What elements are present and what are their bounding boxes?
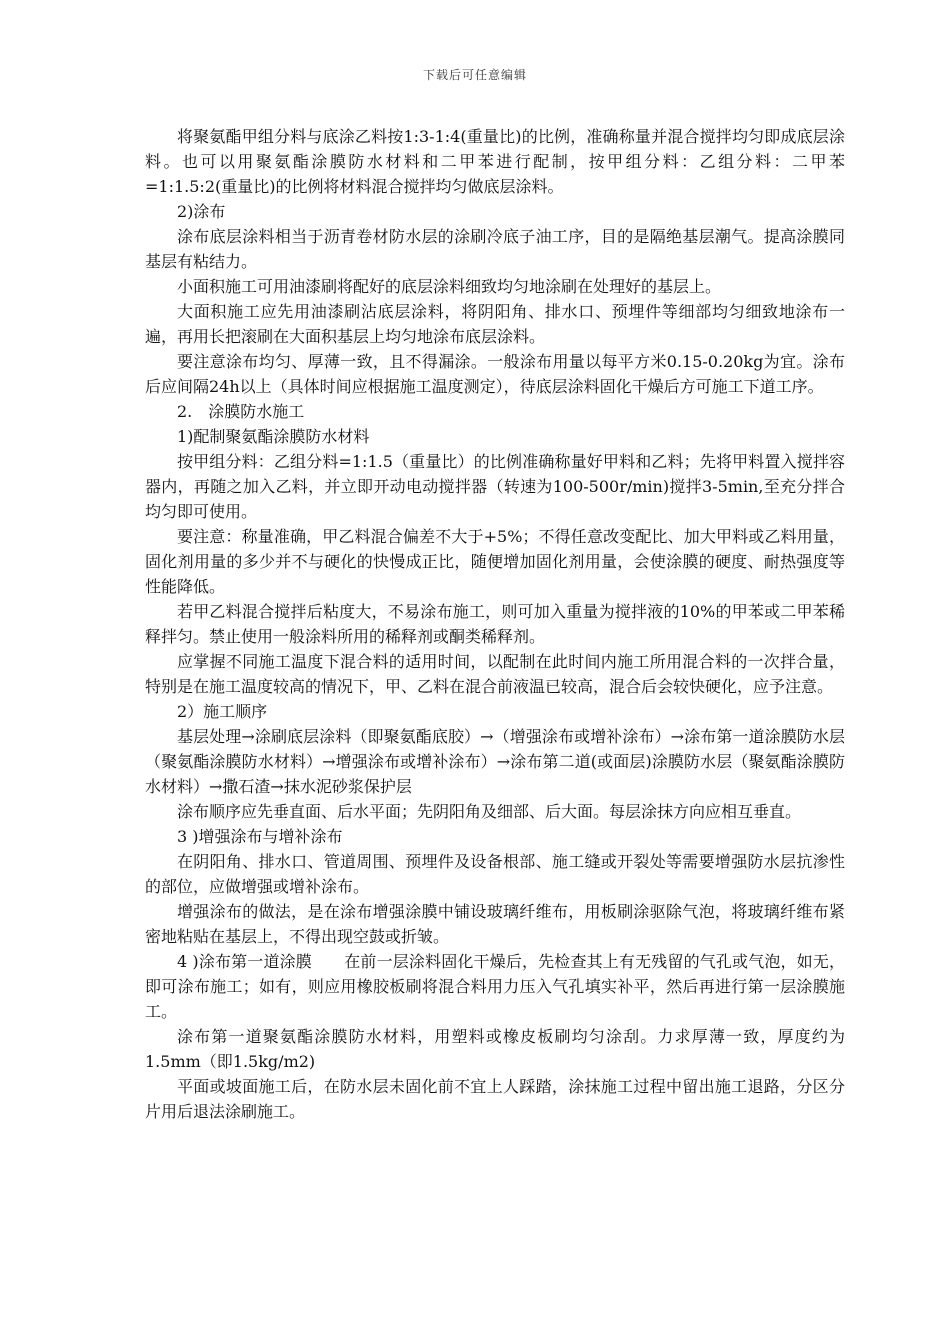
paragraph: 大面积施工应先用油漆刷沾底层涂料，将阴阳角、排水口、预埋件等细部均匀细致地涂布一遍，再用长把滚刷在大面积基层上均匀地涂布底层涂料。 bbox=[145, 302, 845, 346]
paragraph: 平面或坡面施工后，在防水层未固化前不宜上人踩踏，涂抹施工过程中留出施工退路，分区分片用后退法涂刷施工。 bbox=[145, 1077, 845, 1121]
page-header: 下载后可任意编辑 bbox=[422, 68, 527, 82]
paragraph: 4 )涂布第一道涂膜 在前一层涂料固化干燥后，先检查其上有无残留的气孔或气泡，如无，即可涂布施工；如有，则应用橡胶板刷将混合料用力压入气孔填实补平，然后再进行第一层涂膜施工。 bbox=[145, 952, 845, 1021]
section-heading: 2. 涂膜防水施工 bbox=[177, 402, 305, 421]
paragraph: 若甲乙料混合搅拌后粘度大，不易涂布施工，则可加入重量为搅拌液的10%的甲苯或二甲苯稀释拌匀。禁止使用一般涂料所用的稀释剂或酮类稀释剂。 bbox=[145, 602, 845, 646]
paragraph: 小面积施工可用油漆刷将配好的底层涂料细致均匀地涂刷在处理好的基层上。 bbox=[177, 277, 722, 296]
paragraph: 基层处理→涂刷底层涂料（即聚氨酯底胶）→（增强涂布或增补涂布）→涂布第一道涂膜防水层（聚氨酯涂膜防水材料）→增强涂布或增补涂布）→涂布第二道(或面层)涂膜防水层（聚氨酯涂膜防水材料）→撒石渣→抹水泥砂浆保护层 bbox=[145, 727, 845, 796]
paragraph: 涂布顺序应先垂直面、后水平面；先阴阳角及细部、后大面。每层涂抹方向应相互垂直。 bbox=[177, 802, 802, 821]
paragraph: 增强涂布的做法，是在涂布增强涂膜中铺设玻璃纤维布，用板刷涂驱除气泡，将玻璃纤维布紧密地粘贴在基层上，不得出现空鼓或折皱。 bbox=[145, 902, 845, 946]
paragraph: 将聚氨酯甲组分料与底涂乙料按1:3-1:4(重量比)的比例，准确称量并混合搅拌均匀即成底层涂料。也可以用聚氨酯涂膜防水材料和二甲苯进行配制，按甲组分料：乙组分料：二甲苯=1:1.5:2(重量比)的比例将材料混合搅拌均匀做底层涂料。 bbox=[145, 127, 845, 196]
paragraph: 2)涂布 bbox=[177, 202, 226, 221]
paragraph: 应掌握不同施工温度下混合料的适用时间，以配制在此时间内施工所用混合料的一次拌合量，特别是在施工温度较高的情况下，甲、乙料在混合前液温已较高，混合后会较快硬化，应予注意。 bbox=[145, 652, 845, 696]
paragraph: 要注意涂布均匀、厚薄一致，且不得漏涂。一般涂布用量以每平方米0.15-0.20kg为宜。涂布后应间隔24h以上（具体时间应根据施工温度测定），待底层涂料固化干燥后方可施工下道工序。 bbox=[145, 352, 845, 396]
paragraph: 涂布第一道聚氨酯涂膜防水材料，用塑料或橡皮板刷均匀涂刮。力求厚薄一致，厚度约为1.5mm（即1.5kg/m2) bbox=[145, 1027, 845, 1071]
subsection-heading: 1)配制聚氨酯涂膜防水材料 bbox=[177, 427, 370, 446]
subsection-heading: 3 )增强涂布与增补涂布 bbox=[177, 827, 343, 846]
paragraph: 在阴阳角、排水口、管道周围、预埋件及设备根部、施工缝或开裂处等需要增强防水层抗渗性的部位，应做增强或增补涂布。 bbox=[145, 852, 845, 896]
document-body bbox=[145, 124, 845, 1124]
paragraph: 涂布底层涂料相当于沥青卷材防水层的涂刷冷底子油工序，目的是隔绝基层潮气。提高涂膜同基层有粘结力。 bbox=[145, 227, 845, 271]
paragraph: 按甲组分料：乙组分料=1:1.5（重量比）的比例准确称量好甲料和乙料；先将甲料置入搅拌容器内，再随之加入乙料，并立即开动电动搅拌器（转速为100-500r/min)搅拌3-5min,至充分拌合均匀即可使用。 bbox=[145, 452, 845, 521]
paragraph: 要注意：称量准确，甲乙料混合偏差不大于+5%；不得任意改变配比、加大甲料或乙料用量，固化剂用量的多少并不与硬化的快慢成正比，随便增加固化剂用量，会使涂膜的硬度、耐热强度等性能降低。 bbox=[145, 527, 845, 596]
subsection-heading: 2）施工顺序 bbox=[177, 702, 268, 721]
